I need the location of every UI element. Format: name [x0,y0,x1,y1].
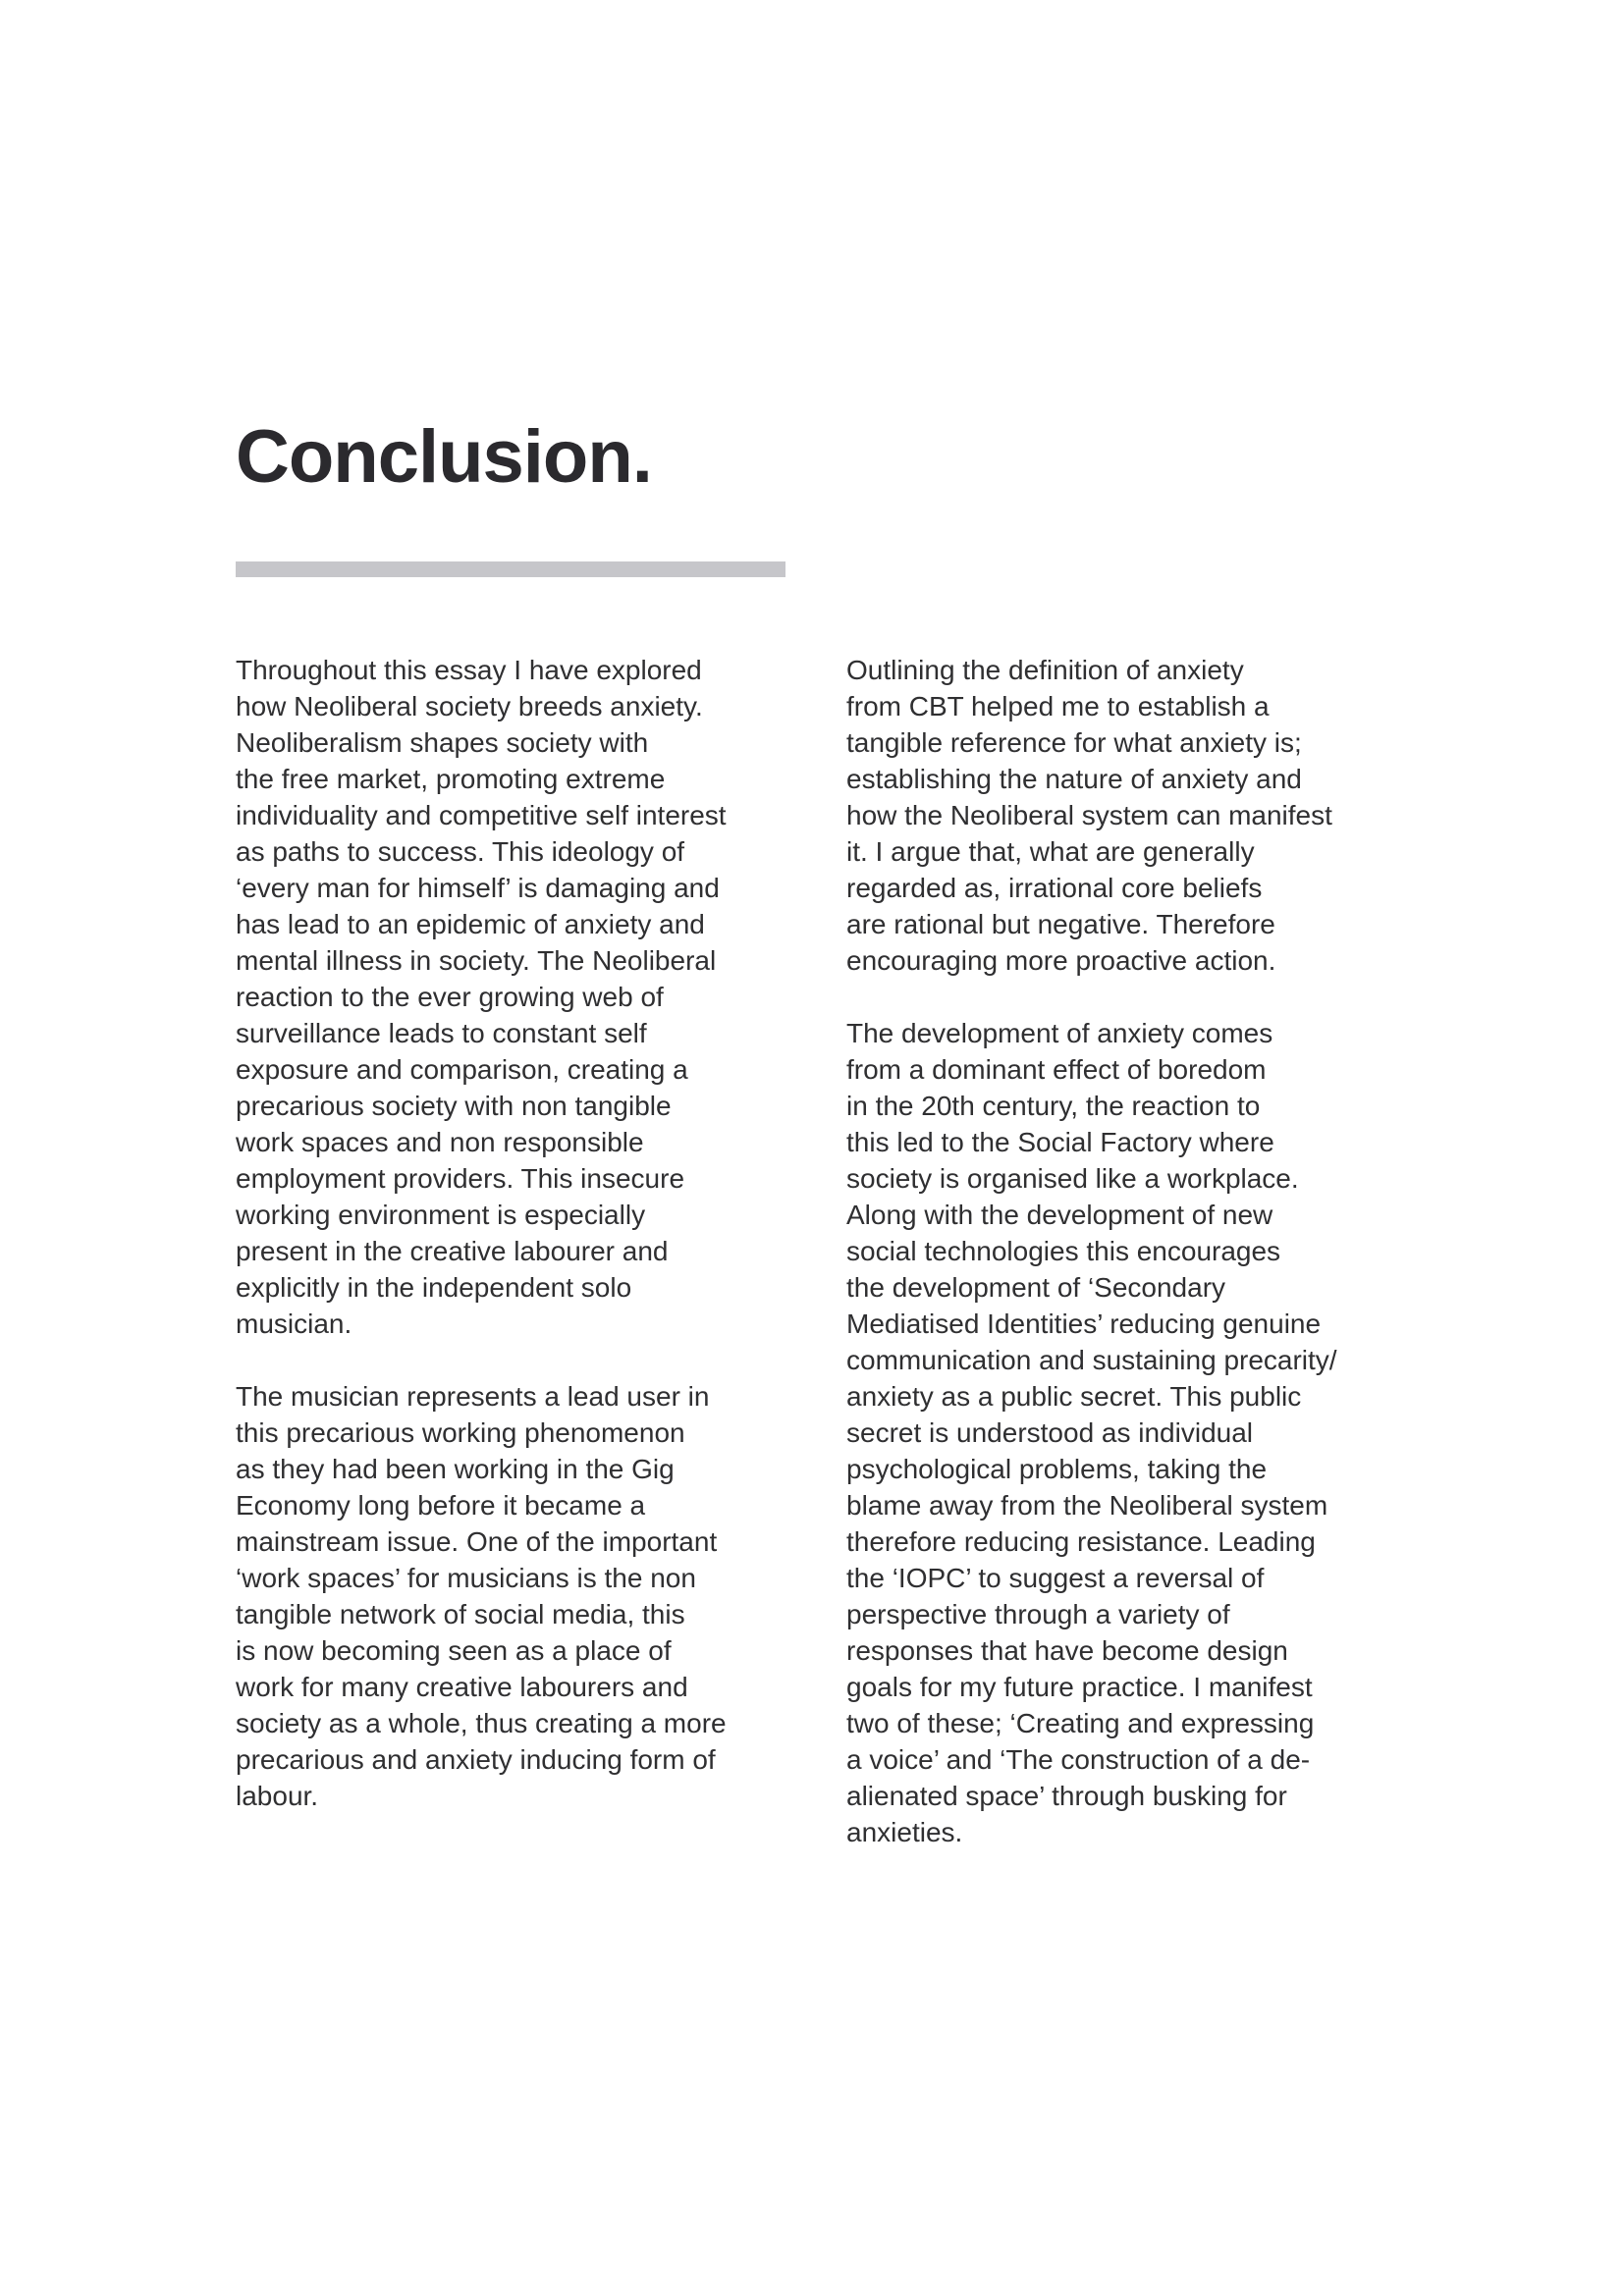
left-text-column [236,652,805,1850]
body-paragraph: The development of anxiety comes from a dominant effect of boredom in the 20th century, the reaction to this led to the Social Factory where society is organised like a workplace. Along with the development of new social technologies this encourages the development of ‘Secondary Mediatised Identities’ reducing genuine communication and sustaining precarity/ anxiety as a public secret. This public secret is understood as individual psychological problems, taking the blame away from the Neoliberal system therefore reducing resistance. Leading the ‘IOPC’ to suggest a reversal of perspective through a variety of responses that have become design goals for my future practice. I manifest two of these; ‘Creating and expressing a voice’ and ‘The construction of a de- alienated space’ through busking for anxieties. [846,1018,1337,1847]
body-paragraph: The musician represents a lead user in this precarious working phenomenon as they had been working in the Gig Economy long before it became a mainstream issue. One of the important ‘work spaces’ for musicians is the non tangible network of social media, this is now becoming seen as a place of work for many creative labourers and society as a whole, thus creating a more precarious and anxiety inducing form of labour. [236,1381,727,1811]
right-text-column [846,652,1416,1887]
title-underline-rule [236,561,785,577]
body-paragraph: Outlining the definition of anxiety from CBT helped me to establish a tangible reference for what anxiety is; establishing the nature of anxiety and how the Neoliberal system can manifest it. I argue that, what are generally regarded as, irrational core beliefs are rational but negative. Therefore encouraging more proactive action. [846,655,1332,976]
body-paragraph: Throughout this essay I have explored how Neoliberal society breeds anxiety. Neoliberalism shapes society with the free market, promoting extreme individuality and competitive self interest as paths to success. This ideology of ‘every man for himself’ is damaging and has lead to an epidemic of anxiety and mental illness in society. The Neoliberal reaction to the ever growing web of surveillance leads to constant self exposure and comparison, creating a precarious society with non tangible work spaces and non responsible employment providers. This insecure working environment is especially present in the creative labourer and explicitly in the independent solo musician. [236,655,727,1339]
page-title: Conclusion. [236,415,652,499]
